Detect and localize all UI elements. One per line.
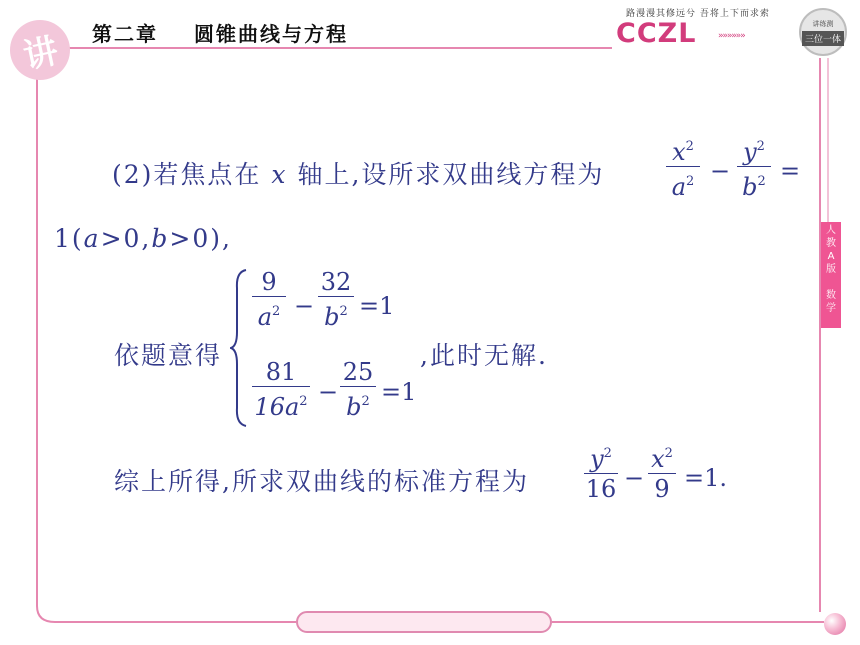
fraction-y2-16: $y^2$ 16 (585, 445, 617, 503)
fraction-32-b2: 32 $b^2$ (318, 268, 354, 332)
according-text: 依题意得 (114, 341, 223, 370)
equation-2-rhs: =1 (381, 378, 417, 406)
brand-logo: CCZL (616, 18, 697, 49)
side-tab-char: 数 (826, 290, 836, 301)
side-tab-char: 版 (826, 264, 836, 275)
no-solution-text: ,此时无解. (420, 341, 548, 370)
side-tab-char: 学 (826, 303, 836, 314)
equation-1-rhs: =1 (359, 292, 395, 320)
fraction-9-a2: 9 $a^2$ (252, 268, 286, 332)
chapter-label: 第二章 (92, 22, 158, 46)
side-tab-char: 教 (826, 238, 836, 249)
chapter-title: 圆锥曲线与方程 (194, 22, 348, 46)
fraction-y2-b2: $y^2$ $b^2$ (737, 133, 771, 202)
fraction-81-16a2: 81 $16a^2$ (252, 358, 310, 422)
badge-mid-text: 三位一体 (802, 31, 844, 46)
minus-sign: − (294, 292, 315, 320)
lecture-char: 讲 (19, 30, 62, 77)
fraction-25-b2: 25 $b^2$ (340, 358, 376, 422)
brand-slogan: 路漫漫其修远兮 吾将上下而求索 (626, 9, 770, 19)
solution-line-1: (2)若焦点在 x 轴上,设所求双曲线方程为 (112, 160, 605, 189)
corner-ornament-icon (824, 613, 846, 635)
fraction-x2-a2: $x^2$ $a^2$ (666, 133, 700, 202)
conclusion-text: 综上所得,所求双曲线的标准方程为 (114, 467, 529, 496)
left-brace (230, 268, 250, 428)
fraction-x2-9: $x^2$ 9 (648, 440, 676, 504)
side-tab-char: A (827, 251, 835, 262)
arrows-icon: »»»»»» (718, 31, 745, 41)
badge-top-text: 讲练测 (812, 19, 834, 28)
solution-line-2: 1(a>0,b>0), (54, 224, 232, 253)
minus-sign: − (624, 464, 645, 492)
minus-sign: − (318, 378, 339, 406)
minus-sign: − (710, 157, 731, 185)
side-tab-char: 人 (826, 225, 836, 236)
equals-sign: = (780, 157, 801, 185)
bottom-nav-bar[interactable] (296, 611, 552, 633)
final-rhs: =1. (684, 464, 728, 492)
